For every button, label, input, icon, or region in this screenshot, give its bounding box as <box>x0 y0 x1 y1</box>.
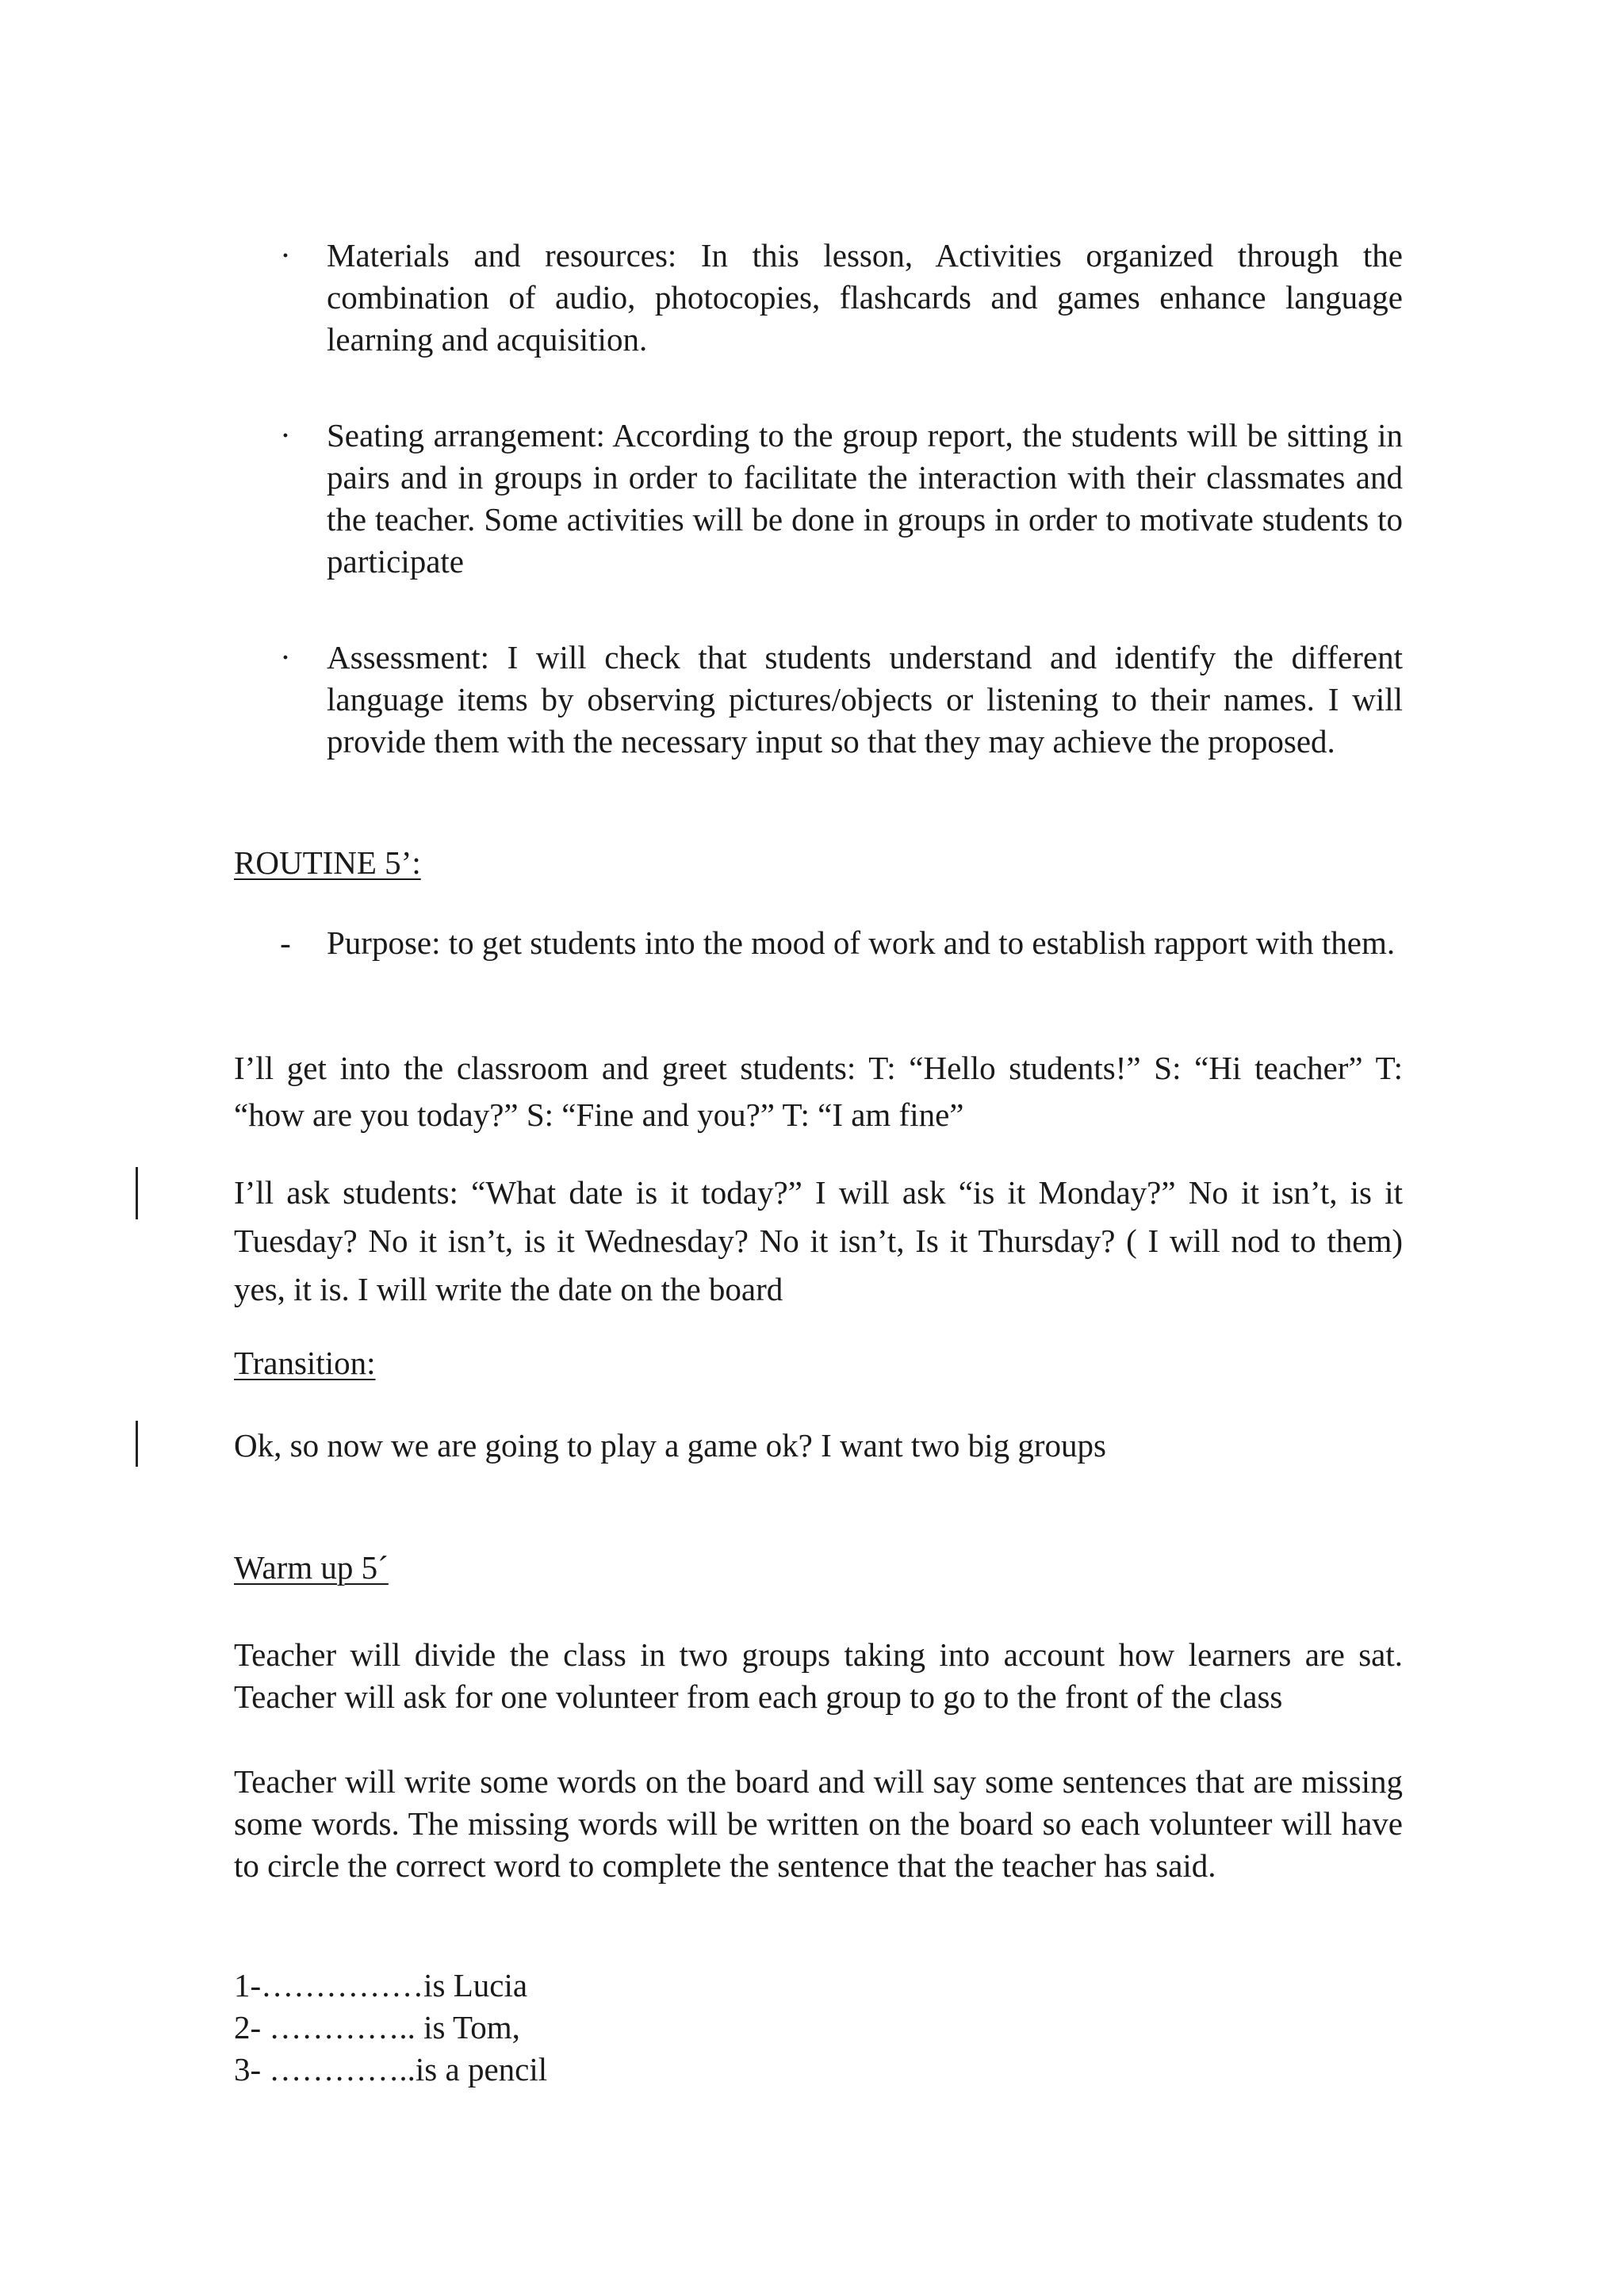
bullet-seating <box>234 415 1403 584</box>
bullet-dot: · <box>280 237 291 274</box>
bullet-materials <box>234 235 1403 362</box>
materials-text: Materials and resources: In this lesson, Activities organized through the combination of audio, photocopies, flashcards and games enhance language learning and acquisition. <box>327 237 1403 358</box>
list-item: 3- …………..is a pencil <box>234 2051 548 2087</box>
bullet-dot: · <box>280 639 291 675</box>
purpose-item <box>234 922 1403 1009</box>
list-item: 1-……………is Lucia <box>234 1967 528 2003</box>
bullet-assessment <box>234 637 1403 806</box>
seating-text: Seating arrangement: According to the group report, the students will be sitting in pairs and in groups in order to facilitate the interaction with their classmates and the teacher. Some activities will be done in groups in order to motivate students to participate <box>327 417 1403 580</box>
sentence-list <box>234 1965 1403 2091</box>
revision-bar <box>136 1421 138 1467</box>
warmup-heading: Warm up 5´ <box>234 1549 389 1586</box>
warmup-paragraph-2: Teacher will write some words on the board and will say some sentences that are missing some words. The missing words will be written on the board so each volunteer will have to circle the correct word to complete the sentence that the teacher has said. <box>234 1763 1403 1884</box>
bullet-dot: · <box>280 417 291 453</box>
revision-bar <box>136 1167 138 1219</box>
purpose-text: Purpose: to get students into the mood of work and to establish rapport with them. <box>327 924 1396 961</box>
list-item: 2- ………….. is Tom, <box>234 2009 520 2045</box>
greeting-paragraph: I’ll get into the classroom and greet students: T: “Hello students!” S: “Hi teacher” T: “how are you today?” S: “Fine and you?” T: “I am fine” <box>234 1050 1403 1133</box>
date-question-paragraph: I’ll ask students: “What date is it today?” I will ask “is it Monday?” No it isn’t, is it Tuesday? No it isn’t, is it Wednesday? No it isn’t, Is it Thursday? ( I will nod to them) yes, it is. I will write the date on the board <box>234 1174 1403 1307</box>
warmup-paragraph-1: Teacher will divide the class in two groups taking into account how learners are sat. Teacher will ask for one volunteer from each group to go to the front of the class <box>234 1636 1403 1715</box>
dash-mark: - <box>280 924 291 961</box>
assessment-text: Assessment: I will check that students understand and identify the different language items by observing pictures/objects or listening to their names. I will provide them with the necessary input so that they may achieve the proposed. <box>327 639 1403 760</box>
transition-text-line <box>234 1425 1403 1467</box>
transition-text: Ok, so now we are going to play a game ok? I want two big groups <box>234 1427 1106 1464</box>
routine-heading: ROUTINE 5’: <box>234 844 421 881</box>
transition-heading: Transition: <box>234 1345 376 1381</box>
